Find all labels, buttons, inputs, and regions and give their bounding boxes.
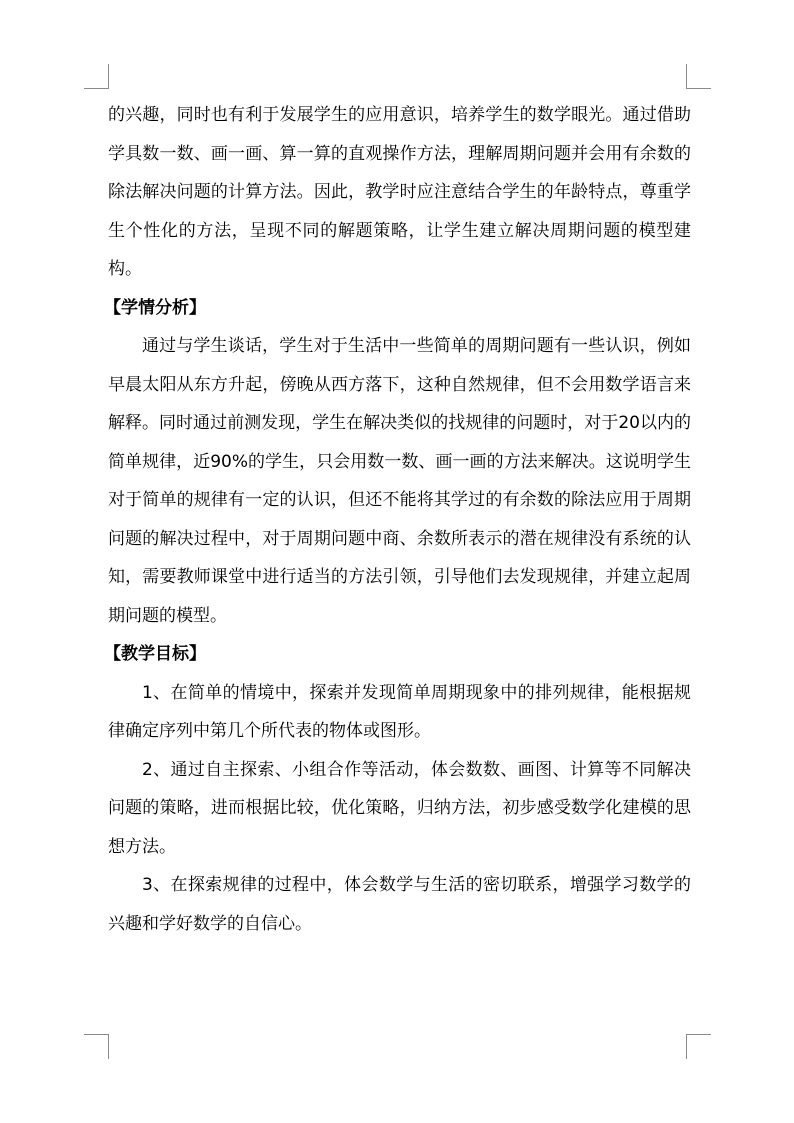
bottom-right-crop-mark bbox=[686, 1034, 711, 1059]
document-body bbox=[104, 96, 691, 943]
bottom-left-crop-mark bbox=[84, 1034, 109, 1059]
section-heading-learning-analysis: 【学情分析】 bbox=[104, 297, 206, 318]
section-heading-teaching-goals: 【教学目标】 bbox=[104, 644, 206, 664]
teaching-goal-3: 3、在探索规律的过程中，体会数学与生活的密切联系，增强学习数学的兴趣和学好数学的自信心。 bbox=[108, 875, 691, 934]
intro-paragraph: 的兴趣，同时也有利于发展学生的应用意识，培养学生的数学眼光。通过借助学具数一数、画一画、算一算的直观操作方法，理解周期问题并会用有余数的除法解决问题的计算方法。因此，教学时应注意结合学生的年龄特点，尊重学生个性化的方法，呈现不同的解题策略，让学生建立解决周期问题的模型建构。 bbox=[108, 105, 691, 279]
top-left-crop-mark bbox=[84, 64, 109, 89]
teaching-goal-2: 2、通过自主探索、小组合作等活动，体会数数、画图、计算等不同解决问题的策略，进而根据比较，优化策略，归纳方法，初步感受数学化建模的思想方法。 bbox=[108, 759, 691, 857]
learning-analysis-paragraph: 通过与学生谈话，学生对于生活中一些简单的周期问题有一些认识，例如早晨太阳从东方升起，傍晚从西方落下，这种自然规律，但不会用数学语言来解释。同时通过前测发现，学生在解决类似的找规律的问题时，对于20以内的简单规律，近90%的学生，只会用数一数、画一画的方法来解决。这说明学生对于简单的规律有一定的认识，但还不能将其学过的有余数的除法应用于周期问题的解决过程中，对于周期问题中商、余数所表示的潜在规律没有系统的认知，需要教师课堂中进行适当的方法引领，引导他们去发现规律，并建立起周期问题的模型。 bbox=[108, 336, 691, 626]
teaching-goal-1: 1、在简单的情境中，探索并发现简单周期现象中的排列规律，能根据规律确定序列中第几个所代表的物体或图形。 bbox=[108, 682, 691, 741]
top-right-crop-mark bbox=[686, 64, 711, 89]
